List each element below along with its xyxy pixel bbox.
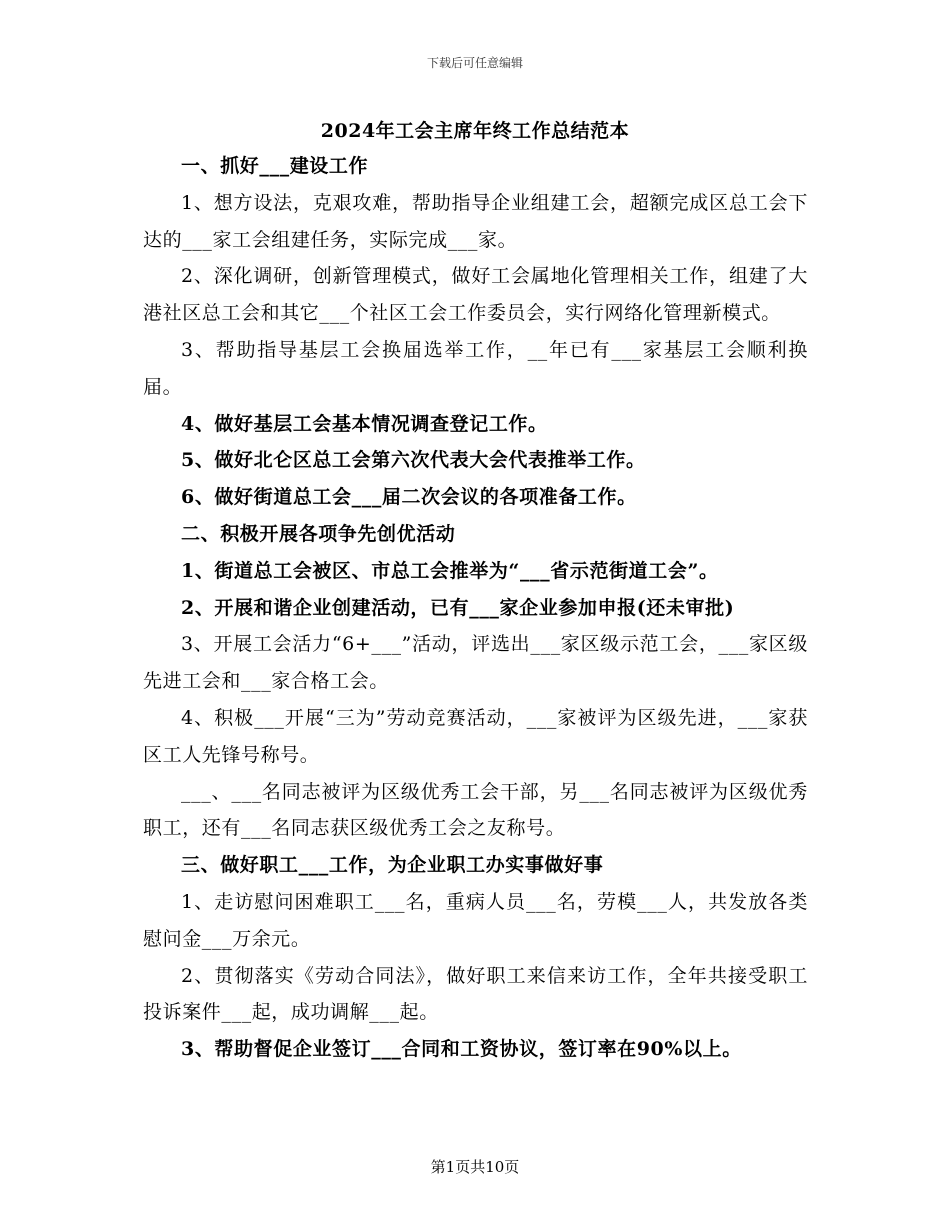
paragraph: 3、帮助指导基层工会换届选举工作，__年已有___家基层工会顺利换届。: [143, 338, 808, 398]
paragraph: 2、开展和谐企业创建活动，已有___家企业参加申报(还未审批): [181, 596, 735, 619]
paragraph: 2、贯彻落实《劳动合同法》，做好职工来信来访工作，全年共接受职工投诉案件___起，成功调解___起。: [143, 964, 808, 1024]
document-title: 2024年工会主席年终工作总结范本: [320, 120, 630, 142]
paragraph: 1、街道总工会被区、市总工会推举为“___省示范街道工会”。: [181, 559, 719, 582]
paragraph: 3、帮助督促企业签订___合同和工资协议，签订率在90%以上。: [181, 1038, 742, 1061]
paragraph: 1、走访慰问困难职工___名，重病人员___名，劳模___人，共发放各类慰问金___万余元。: [143, 890, 808, 950]
paragraph: 4、积极___开展“三为”劳动竞赛活动，___家被评为区级先进，___家获区工人先锋号称号。: [143, 706, 808, 766]
header-note: 下载后可任意编辑: [426, 56, 523, 70]
paragraph: 4、做好基层工会基本情况调查登记工作。: [181, 412, 548, 435]
section-heading-1: 一、抓好___建设工作: [181, 155, 369, 177]
paragraph: 3、开展工会活力“6+___”活动，评选出___家区级示范工会，___家区级先进工会和___家合格工会。: [143, 633, 808, 693]
paragraph: ___、___名同志被评为区级优秀工会干部，另___名同志被评为区级优秀职工，还有___名同志获区级优秀工会之友称号。: [143, 780, 808, 840]
paragraph: 1、想方设法，克艰攻难，帮助指导企业组建工会，超额完成区总工会下达的___家工会组建任务，实际完成___家。: [143, 191, 808, 251]
section-heading-3: 三、做好职工___工作，为企业职工办实事做好事: [181, 854, 604, 877]
paragraph: 2、深化调研，创新管理模式，做好工会属地化管理相关工作，组建了大港社区总工会和其它___个社区工会工作委员会，实行网络化管理新模式。: [143, 265, 808, 325]
paragraph: 5、做好北仑区总工会第六次代表大会代表推举工作。: [181, 449, 646, 472]
paragraph: 6、做好街道总工会___届二次会议的各项准备工作。: [181, 486, 637, 509]
document-body: [143, 148, 808, 1068]
section-heading-2: 二、积极开展各项争先创优活动: [181, 522, 456, 545]
page-footer: 第1页共10页: [430, 1158, 520, 1176]
